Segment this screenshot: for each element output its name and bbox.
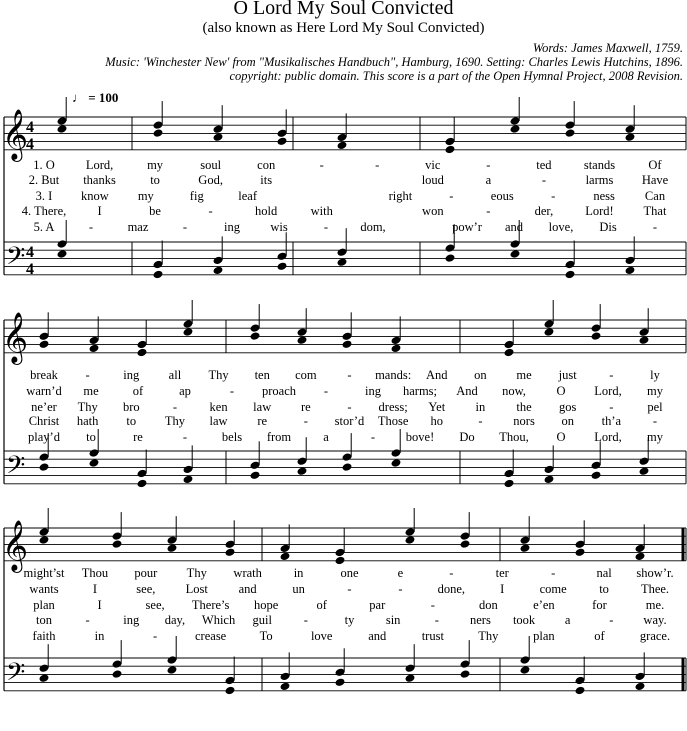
- lyric-syllable: ap: [179, 384, 191, 398]
- lyric-syllable: know: [81, 189, 109, 203]
- lyric-syllable: con: [257, 158, 276, 172]
- lyric-syllable: in: [94, 629, 105, 643]
- lyric-syllable: see,: [136, 582, 156, 596]
- lyric-syllable: -: [347, 400, 352, 414]
- lyric-syllable: hold: [255, 204, 278, 218]
- lyric-syllable: Thy: [77, 400, 98, 414]
- lyric-syllable: -: [303, 414, 308, 428]
- notehead: [213, 266, 224, 276]
- lyric-syllable: Thy: [208, 368, 229, 382]
- lyric-syllable: -: [375, 158, 380, 172]
- quarter-note-icon: ♩: [72, 90, 85, 105]
- notehead: [445, 145, 456, 155]
- notehead: [167, 665, 178, 675]
- lyric-syllable: -: [85, 613, 90, 627]
- lyric-syllable: come: [539, 582, 567, 596]
- lyric-syllable: -: [609, 400, 614, 414]
- notehead: [297, 335, 308, 345]
- lyric-syllable: in: [475, 400, 486, 414]
- notehead: [112, 669, 123, 679]
- lyric-syllable: -: [347, 582, 352, 596]
- treble-clef-icon: 𝄞: [2, 312, 29, 363]
- lyric-syllable: plan: [533, 629, 555, 643]
- copyright-notice: copyright: public domain. This score is a part of the Open Hymnal Project, 2008 Revision.: [229, 69, 683, 83]
- lyric-syllable: -: [430, 598, 435, 612]
- lyric-syllable: larms: [585, 173, 614, 187]
- bass-clef-icon: 𝄢: [6, 451, 26, 486]
- clefs: [2, 109, 34, 693]
- lyric-syllable: -: [551, 566, 556, 580]
- notehead: [39, 462, 50, 472]
- notehead: [250, 471, 261, 481]
- notehead: [565, 128, 576, 138]
- words-credit: Words: James Maxwell, 1759.: [532, 41, 683, 55]
- notehead: [183, 475, 194, 485]
- lyric-syllable: to: [86, 430, 96, 444]
- lyric-syllable: 5. A: [33, 220, 55, 234]
- lyric-syllable: -: [478, 414, 483, 428]
- notehead: [591, 331, 602, 341]
- lyric-syllable: Do: [459, 430, 475, 444]
- lyric-syllable: Lord,: [594, 384, 622, 398]
- lyric-syllable: And: [426, 368, 448, 382]
- notehead: [639, 466, 650, 476]
- notehead: [153, 270, 164, 280]
- lyric-syllable: soul: [200, 158, 222, 172]
- lyric-syllable: 3. I: [35, 189, 53, 203]
- lyric-syllable: from: [266, 430, 292, 444]
- music-credit: Music: 'Winchester New' from "Musikalisches Handbuch", Hamburg, 1690. Setting: Charles Lewis Hutchins, 1896.: [105, 55, 683, 69]
- lyric-syllable: -: [88, 220, 94, 234]
- lyric-syllable: hath: [76, 414, 99, 428]
- lyric-syllable: -: [541, 173, 546, 187]
- notehead: [391, 344, 402, 354]
- notehead: [39, 673, 50, 683]
- notehead: [445, 253, 456, 263]
- lyric-syllable: Have: [641, 173, 669, 187]
- lyric-syllable: I: [97, 598, 102, 612]
- lyric-syllable: my: [147, 158, 164, 172]
- lyric-syllable: Of: [648, 158, 662, 172]
- lyric-syllable: O: [556, 384, 566, 398]
- lyric-syllable: love: [310, 629, 333, 643]
- lyric-syllable: Thou,: [499, 430, 529, 444]
- lyric-syllable: -: [486, 204, 491, 218]
- notehead: [337, 141, 348, 151]
- lyric-syllable: and: [504, 220, 524, 234]
- lyric-syllable: wants: [29, 582, 59, 596]
- lyric-syllable: for: [592, 598, 607, 612]
- lyric-syllable: a: [564, 613, 571, 627]
- notehead: [280, 552, 291, 562]
- lyric-syllable: bels: [221, 430, 243, 444]
- lyric-syllable: Thy: [186, 566, 207, 580]
- lyric-syllable: Dis: [599, 220, 617, 234]
- lyric-syllable: to: [126, 414, 137, 428]
- lyric-syllable: a: [485, 173, 492, 187]
- notehead: [625, 132, 636, 142]
- lyric-syllable: I: [500, 582, 505, 596]
- lyric-syllable: Those: [377, 414, 409, 428]
- lyric-syllable: Yet: [428, 400, 446, 414]
- lyric-syllable: re: [257, 414, 268, 428]
- lyric-syllable: 4. There,: [21, 204, 67, 218]
- lyric-syllable: my: [647, 384, 663, 398]
- lyric-syllable: harms;: [402, 384, 438, 398]
- lyric-syllable: dom,: [360, 220, 386, 234]
- notehead: [591, 471, 602, 481]
- notehead: [520, 665, 531, 675]
- lyric-syllable: Thy: [164, 414, 185, 428]
- lyric-syllable: Can: [644, 189, 666, 203]
- notehead: [167, 543, 178, 553]
- lyric-syllable: me.: [645, 598, 665, 612]
- lyric-syllable: of: [132, 384, 144, 398]
- hymn-title: O Lord My Soul Convicted: [233, 0, 454, 19]
- lyric-syllable: vic: [425, 158, 441, 172]
- notehead: [544, 475, 555, 485]
- lyric-syllable: proach: [261, 384, 297, 398]
- lyric-syllable: pel: [647, 400, 663, 414]
- lyric-syllable: ing: [123, 613, 140, 627]
- lyric-syllable: -: [398, 582, 403, 596]
- lyric-syllable: th’a: [601, 414, 622, 428]
- lyric-syllable: of: [594, 629, 605, 643]
- lyric-syllable: its: [260, 173, 273, 187]
- lyric-syllable: -: [347, 368, 352, 382]
- notehead: [625, 266, 636, 276]
- lyric-syllable: -: [208, 204, 213, 218]
- notehead: [544, 327, 555, 337]
- lyric-syllable: O: [556, 430, 566, 444]
- lyric-syllable: my: [647, 430, 663, 444]
- lyric-syllable: and: [238, 582, 257, 596]
- lyric-syllable: bro: [122, 400, 140, 414]
- notehead: [297, 466, 308, 476]
- notehead: [405, 673, 416, 683]
- lyric-syllable: me: [83, 384, 99, 398]
- notehead: [335, 678, 346, 688]
- lyric-syllable: done,: [437, 582, 466, 596]
- notehead: [337, 257, 348, 267]
- lyric-syllable: ton: [36, 613, 52, 627]
- lyric-syllable: -: [434, 613, 439, 627]
- lyric-syllable: stands: [583, 158, 616, 172]
- notehead: [575, 686, 586, 696]
- notehead: [89, 458, 100, 468]
- lyric-syllable: e’en: [533, 598, 555, 612]
- notehead: [460, 669, 471, 679]
- lyric-syllable: ter: [495, 566, 509, 580]
- lyric-syllable: -: [182, 220, 188, 234]
- lyric-syllable: show’r.: [636, 566, 674, 580]
- notehead: [213, 132, 224, 142]
- lyric-syllable: see,: [145, 598, 165, 612]
- lyric-syllable: God,: [198, 173, 223, 187]
- notehead: [153, 128, 164, 138]
- lyric-syllable: ken: [209, 400, 228, 414]
- lyric-syllable: Thee.: [640, 582, 670, 596]
- lyric-syllable: break: [30, 368, 58, 382]
- notehead: [183, 327, 194, 337]
- lyric-syllable: eous: [490, 189, 514, 203]
- lyric-syllable: -: [551, 189, 556, 203]
- lyric-syllable: -: [303, 613, 308, 627]
- lyric-syllable: nors: [513, 414, 535, 428]
- lyric-syllable: my: [137, 189, 154, 203]
- lyric-syllable: way.: [643, 613, 667, 627]
- lyric-syllable: the: [516, 400, 532, 414]
- lyric-syllable: -: [85, 368, 90, 382]
- lyric-syllable: 1. O: [33, 158, 55, 172]
- lyric-syllable: There’s: [191, 598, 230, 612]
- lyric-syllable: -: [609, 613, 614, 627]
- lyric-syllable: me: [516, 368, 532, 382]
- lyric-syllable: one: [340, 566, 359, 580]
- lyric-syllable: That: [643, 204, 667, 218]
- notehead: [280, 682, 291, 692]
- lyric-syllable: -: [449, 189, 454, 203]
- lyric-syllable: warn’d: [26, 384, 62, 398]
- notehead: [342, 462, 353, 472]
- lyric-syllable: Thou: [81, 566, 109, 580]
- lyric-syllable: sin: [385, 613, 401, 627]
- lyric-syllable: bove!: [405, 430, 435, 444]
- time-signature-bottom: 4: [26, 261, 34, 278]
- lyric-syllable: wrath: [233, 566, 262, 580]
- notehead: [39, 340, 50, 350]
- lyric-syllable: Lord,: [594, 430, 622, 444]
- lyric-syllable: ing: [224, 220, 240, 234]
- lyric-syllable: on: [561, 414, 574, 428]
- lyric-syllable: mands:: [375, 368, 412, 382]
- notehead: [277, 262, 288, 272]
- lyric-syllable: to: [599, 582, 609, 596]
- notehead: [565, 270, 576, 280]
- lyric-syllable: Thy: [478, 629, 499, 643]
- lyric-syllable: -: [319, 158, 324, 172]
- notehead: [137, 348, 148, 358]
- lyric-syllable: gos: [559, 400, 577, 414]
- lyric-syllable: dress;: [378, 400, 408, 414]
- notehead: [504, 479, 515, 489]
- lyric-syllable: par: [369, 598, 386, 612]
- lyric-syllable: in: [293, 566, 304, 580]
- lyric-syllable: -: [609, 368, 614, 382]
- lyric-syllable: nal: [596, 566, 612, 580]
- lyric-syllable: all: [168, 368, 182, 382]
- lyric-syllable: ners: [470, 613, 491, 627]
- notehead: [510, 124, 521, 134]
- lyric-syllable: der,: [534, 204, 554, 218]
- notehead: [639, 335, 650, 345]
- lyric-syllable: -: [652, 414, 658, 428]
- lyric-syllable: Which: [201, 613, 236, 627]
- lyric-syllable: And: [456, 384, 478, 398]
- lyric-syllable: won: [422, 204, 444, 218]
- lyric-syllable: loud: [421, 173, 444, 187]
- lyric-syllable: of: [316, 598, 327, 612]
- lyric-syllable: wis: [270, 220, 288, 234]
- time-signature-top: 4: [26, 119, 34, 136]
- lyric-syllable: and: [368, 629, 387, 643]
- notehead: [635, 682, 646, 692]
- notehead: [39, 535, 50, 545]
- lyric-syllable: a: [323, 430, 329, 444]
- lyric-syllable: -: [152, 629, 158, 643]
- lyric-syllable: 2. But: [28, 173, 60, 187]
- lyric-syllable: To: [259, 629, 273, 643]
- notehead: [391, 458, 402, 468]
- lyric-syllable: ty: [344, 613, 355, 627]
- lyric-syllable: ness: [593, 189, 615, 203]
- lyric-syllable: crease: [195, 629, 227, 643]
- notehead: [520, 543, 531, 553]
- tempo-value: = 100: [88, 90, 119, 105]
- lyric-syllable: fig: [189, 189, 204, 203]
- lyric-syllable: on: [474, 368, 487, 382]
- lyric-syllable: -: [172, 400, 178, 414]
- lyric-syllable: don: [478, 598, 498, 612]
- time-signature-bottom: 4: [26, 136, 34, 153]
- notehead: [225, 686, 236, 696]
- lyric-syllable: ne’er: [31, 400, 57, 414]
- notehead: [342, 340, 353, 350]
- notehead: [225, 548, 236, 558]
- lyric-syllable: re: [133, 430, 143, 444]
- lyric-syllable: -: [323, 384, 329, 398]
- notehead: [635, 552, 646, 562]
- lyric-syllable: be: [149, 204, 161, 218]
- bass-clef-icon: 𝄢: [6, 242, 26, 277]
- lyric-syllable: maz: [127, 220, 149, 234]
- lyric-syllable: might’st: [23, 566, 65, 580]
- lyric-syllable: ing: [123, 368, 140, 382]
- notehead: [137, 479, 148, 489]
- lyric-syllable: I: [92, 582, 97, 596]
- lyric-syllable: -: [182, 430, 188, 444]
- notehead: [57, 124, 68, 134]
- treble-clef-icon: 𝄞: [2, 109, 29, 160]
- lyric-syllable: law: [209, 414, 228, 428]
- notehead: [504, 348, 515, 358]
- lyric-syllable: just: [558, 368, 577, 382]
- bass-clef-icon: 𝄢: [6, 658, 26, 693]
- lyric-syllable: Lord!: [585, 204, 614, 218]
- lyric-syllable: Lord,: [85, 158, 114, 172]
- lyric-syllable: pour: [134, 566, 158, 580]
- lyric-syllable: thanks: [83, 173, 116, 187]
- lyric-syllable: pow’r: [452, 220, 482, 234]
- lyric-syllable: ho: [430, 414, 444, 428]
- lyric-syllable: trust: [421, 629, 444, 643]
- notehead: [335, 556, 346, 566]
- lyric-syllable: com: [295, 368, 317, 382]
- lyric-syllable: now,: [502, 384, 526, 398]
- hymn-subtitle: (also known as Here Lord My Soul Convicted): [202, 20, 485, 36]
- notehead: [510, 249, 521, 259]
- lyric-syllable: -: [449, 566, 454, 580]
- treble-clef-icon: 𝄞: [2, 520, 29, 571]
- lyric-syllable: e: [397, 566, 404, 580]
- lyric-syllable: ten: [254, 368, 270, 382]
- lyric-syllable: grace.: [639, 629, 671, 643]
- lyric-syllable: plan: [33, 598, 55, 612]
- lyric-syllable: guil: [252, 613, 272, 627]
- lyric-syllable: Lost: [185, 582, 208, 596]
- notehead: [250, 331, 261, 341]
- lyric-syllable: day,: [164, 613, 186, 627]
- lyric-syllable: hope: [254, 598, 279, 612]
- lyric-syllable: with: [310, 204, 333, 218]
- notehead: [405, 535, 416, 545]
- lyric-syllable: ly: [650, 368, 660, 382]
- notehead: [57, 249, 68, 259]
- lyric-syllable: ing: [365, 384, 381, 398]
- time-signature-top: 4: [26, 244, 34, 261]
- lyric-syllable: un: [292, 582, 305, 596]
- lyric-syllable: -: [486, 158, 491, 172]
- lyric-syllable: -: [229, 384, 235, 398]
- lyric-syllable: -: [652, 220, 658, 234]
- lyric-syllable: stor’d: [334, 414, 365, 428]
- lyric-syllable: took: [512, 613, 536, 627]
- notehead: [89, 344, 100, 354]
- lyric-syllable: faith: [32, 629, 56, 643]
- notehead: [112, 539, 123, 549]
- lyric-syllable: law: [253, 400, 272, 414]
- lyric-syllable: leaf: [238, 189, 258, 203]
- lyric-syllable: ted: [536, 158, 552, 172]
- lyric-syllable: play’d: [28, 430, 60, 444]
- lyric-syllable: Christ: [28, 414, 60, 428]
- notehead: [277, 137, 288, 147]
- lyric-syllable: -: [370, 430, 376, 444]
- lyric-syllable: love,: [548, 220, 574, 234]
- lyric-syllable: -: [323, 220, 329, 234]
- notehead: [460, 539, 471, 549]
- lyric-syllable: I: [97, 204, 102, 218]
- lyric-syllable: to: [150, 173, 160, 187]
- notehead: [575, 548, 586, 558]
- lyric-syllable: re: [300, 400, 311, 414]
- lyric-syllable: right: [388, 189, 413, 203]
